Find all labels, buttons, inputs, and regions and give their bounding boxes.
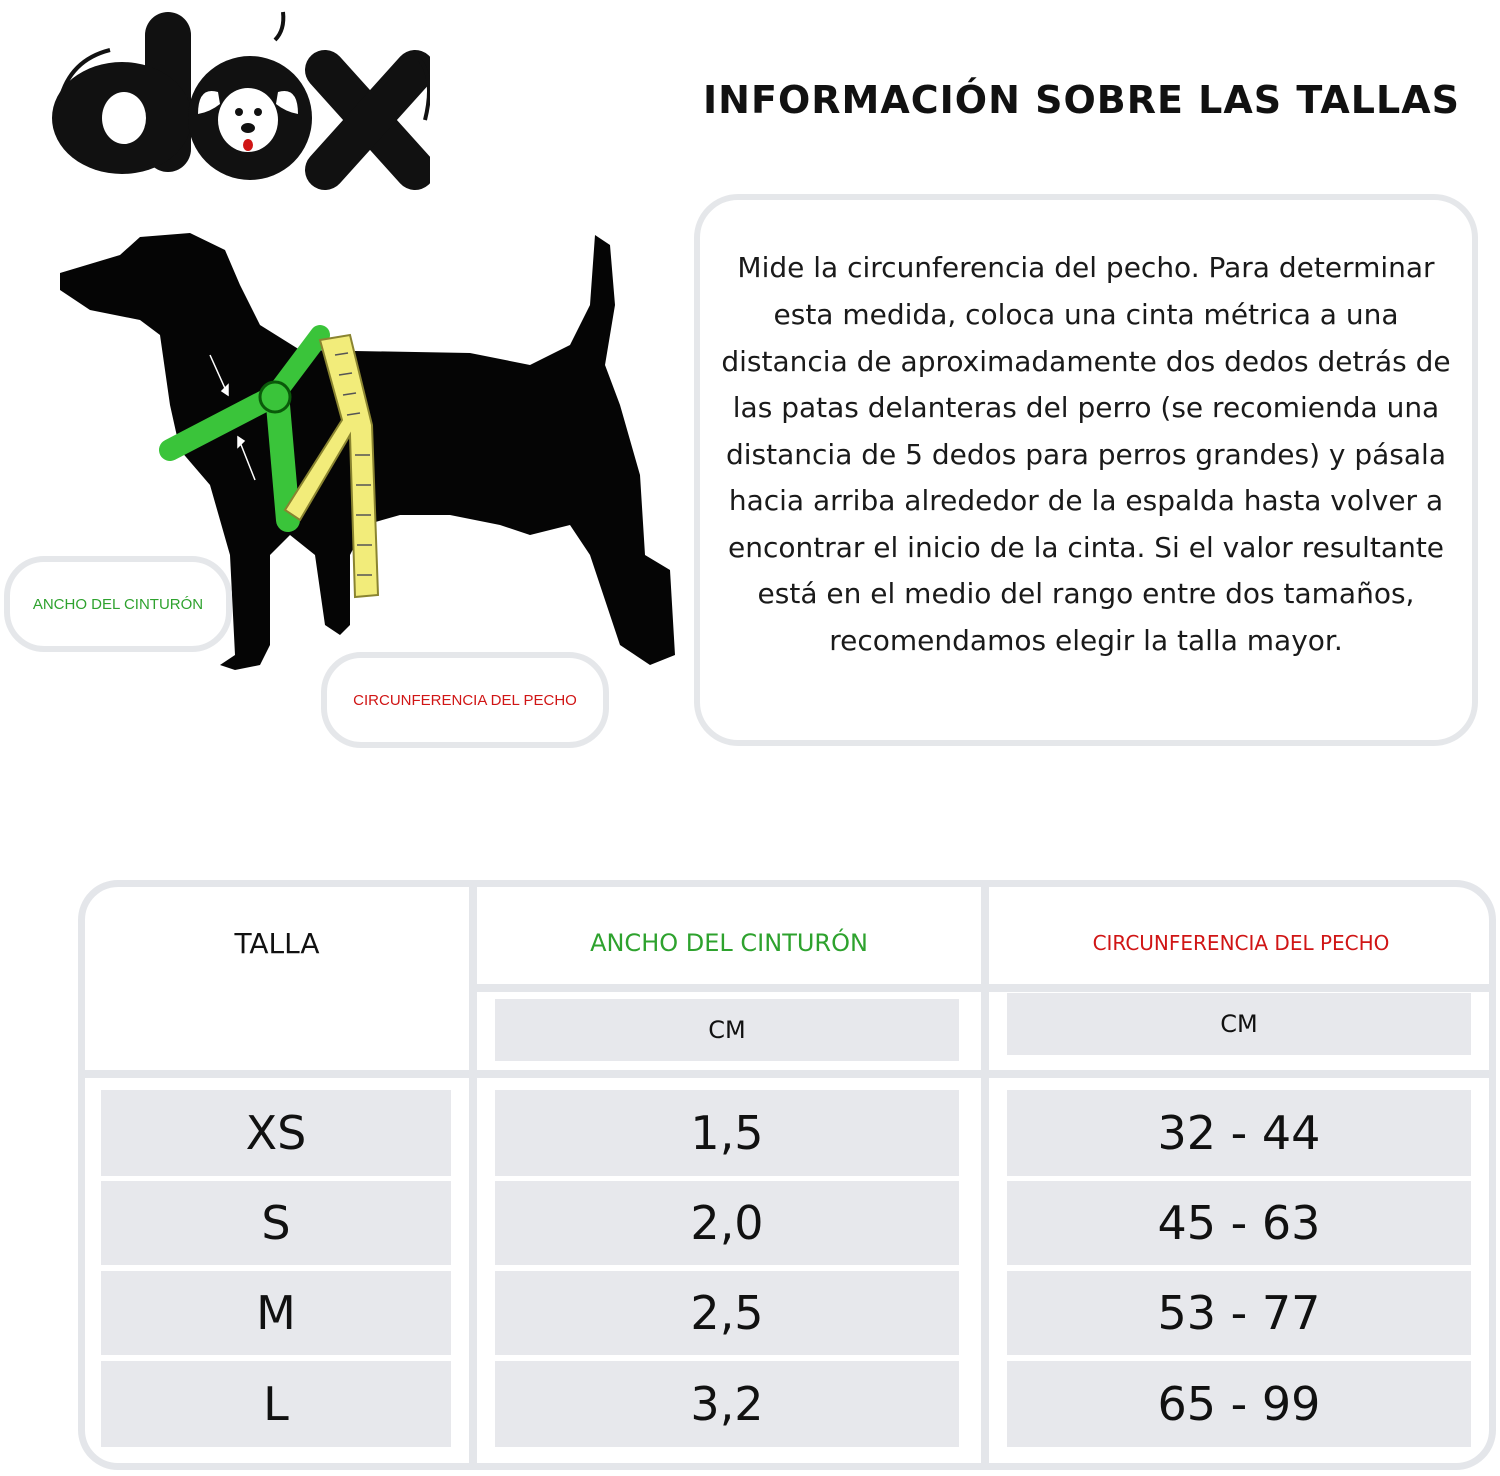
table-divider	[469, 887, 477, 1463]
size-cell: L	[101, 1361, 451, 1447]
harness-body-strap	[278, 405, 288, 520]
chest-cell: 53 - 77	[1007, 1271, 1471, 1355]
width-cell: 3,2	[495, 1361, 959, 1447]
instructions-text: Mide la circunferencia del pecho. Para determinar esta medida, coloca una cinta métrica a una distancia de aproximadamente dos dedos detrás de las patas delanteras del perro (se recomienda una distancia de 5 dedos para perros grandes) y pásala hacia arriba alrededor de la espalda hasta volver a encontrar el inicio de la cinta. Si el valor resultante está en el medio del rango entre dos tamaños, recomendamos elegir la talla mayor.	[721, 251, 1451, 658]
logo-letter-o-dog	[188, 12, 312, 180]
table-divider	[85, 1070, 1489, 1078]
width-cell: 1,5	[495, 1090, 959, 1176]
unit-belt-width: CM	[495, 999, 959, 1061]
header-belt-width: ANCHO DEL CINTURÓN	[590, 929, 868, 957]
belt-width-label: ANCHO DEL CINTURÓN	[4, 556, 232, 652]
size-cell: S	[101, 1181, 451, 1265]
unit-chest: CM	[1007, 993, 1471, 1055]
chest-cell: 45 - 63	[1007, 1181, 1471, 1265]
header-chest: CIRCUNFERENCIA DEL PECHO	[1092, 931, 1390, 955]
header-size: TALLA	[234, 927, 320, 960]
size-cell: M	[101, 1271, 451, 1355]
chest-cell: 32 - 44	[1007, 1090, 1471, 1176]
size-table	[78, 880, 1496, 1470]
size-cell: XS	[101, 1090, 451, 1176]
logo-letter-d	[52, 12, 192, 174]
width-cell: 2,0	[495, 1181, 959, 1265]
table-divider	[477, 984, 1489, 992]
page-title: INFORMACIÓN SOBRE LAS TALLAS	[703, 78, 1460, 122]
table-divider	[981, 887, 989, 1463]
harness-ring	[260, 382, 290, 412]
dox-logo	[40, 0, 430, 190]
instructions-box	[694, 194, 1478, 746]
logo-letter-x	[325, 60, 429, 170]
width-cell: 2,5	[495, 1271, 959, 1355]
chest-cell: 65 - 99	[1007, 1361, 1471, 1447]
chest-label: CIRCUNFERENCIA DEL PECHO	[321, 652, 609, 748]
